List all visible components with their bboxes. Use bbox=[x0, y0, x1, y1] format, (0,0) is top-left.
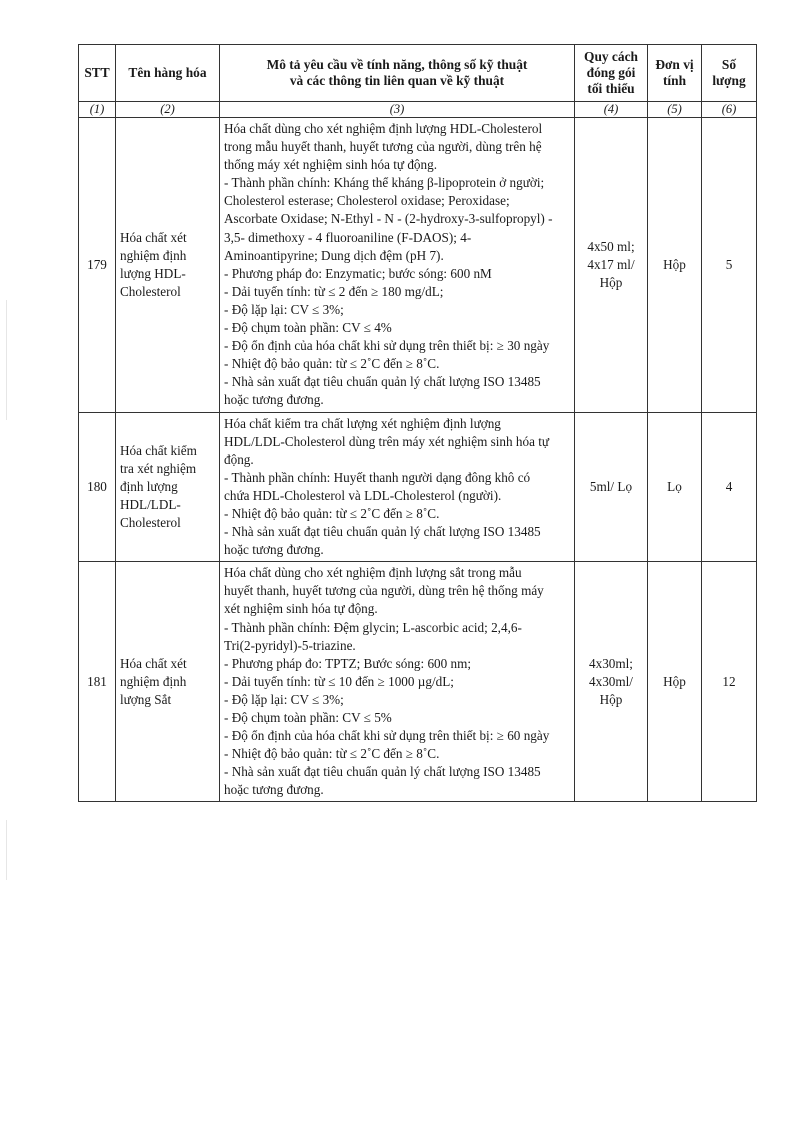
item-name-line: Hóa chất xét bbox=[120, 229, 187, 245]
description-line: - Độ lặp lại: CV ≤ 3%; bbox=[224, 691, 344, 707]
item-name-line: Cholesterol bbox=[120, 283, 181, 299]
column-number: (5) bbox=[648, 102, 702, 118]
packaging-line: 4x30ml/ bbox=[589, 673, 633, 689]
column-number: (3) bbox=[220, 102, 575, 118]
description-line: - Thành phần chính: Huyết thanh người dạng đông khô có bbox=[224, 469, 531, 485]
table-row bbox=[79, 118, 757, 413]
column-number: (4) bbox=[575, 102, 648, 118]
packaging-line: Hộp bbox=[599, 691, 623, 707]
description-line: hoặc tương đương. bbox=[224, 542, 324, 558]
scan-margin-mark bbox=[6, 820, 7, 880]
description-line: - Nhiệt độ bảo quản: từ ≤ 2˚C đến ≥ 8˚C. bbox=[224, 746, 440, 762]
description-line: hoặc tương đương. bbox=[224, 392, 324, 408]
header-item-name: Tên hàng hóa bbox=[116, 45, 220, 102]
header-packaging: Quy cách đóng gói tối thiểu bbox=[575, 45, 648, 102]
description-line: Hóa chất dùng cho xét nghiệm định lượng HDL-Cholesterol bbox=[224, 121, 543, 136]
chemicals-spec-table bbox=[78, 44, 757, 802]
item-name-line: Hóa chất kiểm bbox=[120, 442, 197, 458]
column-number-row bbox=[79, 102, 757, 118]
row-stt: 179 bbox=[79, 118, 116, 413]
table-body bbox=[79, 118, 757, 802]
scan-margin-mark bbox=[6, 300, 7, 420]
description-line: - Phương pháp đo: TPTZ; Bước sóng: 600 nm; bbox=[224, 655, 472, 671]
column-number: (1) bbox=[79, 102, 116, 118]
description-line: - Thành phần chính: Kháng thể kháng β-lipoprotein ở người; bbox=[224, 175, 545, 191]
row-stt: 181 bbox=[79, 562, 116, 802]
description-line: - Độ chụm toàn phần: CV ≤ 4% bbox=[224, 320, 392, 336]
item-name-line: tra xét nghiệm bbox=[120, 460, 197, 476]
description-line: huyết thanh, huyết tương của người, dùng trên hệ thống máy bbox=[224, 583, 544, 599]
item-name-line: nghiệm định bbox=[120, 247, 187, 263]
row-description bbox=[220, 118, 575, 413]
packaging-line: 4x17 ml/ bbox=[587, 256, 635, 272]
row-quantity: 4 bbox=[702, 412, 757, 562]
description-line: hoặc tương đương. bbox=[224, 782, 324, 798]
packaging-line: Hộp bbox=[599, 274, 623, 290]
row-item-name bbox=[116, 562, 220, 802]
description-line: 3,5- dimethoxy - 4 fluoroaniline (F-DAOS); 4- bbox=[224, 229, 472, 245]
row-unit: Hộp bbox=[648, 562, 702, 802]
description-line: - Thành phần chính: Đệm glycin; L-ascorbic acid; 2,4,6- bbox=[224, 619, 522, 635]
description-line: - Độ lặp lại: CV ≤ 3%; bbox=[224, 301, 344, 317]
description-line: Ascorbate Oxidase; N-Ethyl - N - (2-hydroxy-3-sulfopropyl) - bbox=[224, 211, 553, 227]
description-line: Cholesterol esterase; Cholesterol oxidase; Peroxidase; bbox=[224, 193, 510, 209]
description-line: Hóa chất dùng cho xét nghiệm định lượng sắt trong mẫu bbox=[224, 565, 522, 581]
row-packaging bbox=[575, 562, 648, 802]
item-name-line: Hóa chất xét bbox=[120, 655, 187, 671]
header-description: Mô tả yêu cầu về tính năng, thông số kỹ thuật và các thông tin liên quan về kỹ thuật bbox=[220, 45, 575, 102]
description-line: - Dải tuyến tính: từ ≤ 10 đến ≥ 1000 µg/dL; bbox=[224, 673, 454, 689]
description-line: trong mẫu huyết thanh, huyết tương của người, dùng trên hệ bbox=[224, 139, 542, 155]
row-item-name bbox=[116, 118, 220, 413]
item-name-line: HDL/LDL- bbox=[120, 496, 181, 512]
item-name-line: Cholesterol bbox=[120, 515, 181, 531]
row-unit: Hộp bbox=[648, 118, 702, 413]
header-stt: STT bbox=[79, 45, 116, 102]
item-name-line: lượng Sắt bbox=[120, 691, 172, 707]
row-quantity: 5 bbox=[702, 118, 757, 413]
row-packaging bbox=[575, 412, 648, 562]
description-line: xét nghiệm sinh hóa tự động. bbox=[224, 601, 378, 617]
packaging-line: 5ml/ Lọ bbox=[589, 478, 633, 494]
row-stt: 180 bbox=[79, 412, 116, 562]
description-line: - Độ chụm toàn phần: CV ≤ 5% bbox=[224, 710, 392, 725]
description-line: - Nhà sản xuất đạt tiêu chuẩn quản lý chất lượng ISO 13485 bbox=[224, 524, 541, 540]
description-line: - Phương pháp đo: Enzymatic; bước sóng: 600 nM bbox=[224, 265, 492, 281]
description-line: Aminoantipyrine; Dung dịch đệm (pH 7). bbox=[224, 247, 444, 263]
description-line: - Dải tuyến tính: từ ≤ 2 đến ≥ 180 mg/dL; bbox=[224, 283, 444, 299]
item-name-line: nghiệm định bbox=[120, 673, 187, 689]
packaging-line: 4x30ml; bbox=[589, 655, 633, 671]
row-description bbox=[220, 412, 575, 562]
description-line: chứa HDL-Cholesterol và LDL-Cholesterol (người). bbox=[224, 487, 502, 503]
row-unit: Lọ bbox=[648, 412, 702, 562]
description-line: Tri(2-pyridyl)-5-triazine. bbox=[224, 637, 356, 653]
description-line: - Nhà sản xuất đạt tiêu chuẩn quản lý chất lượng ISO 13485 bbox=[224, 764, 541, 780]
description-line: động. bbox=[224, 451, 254, 467]
table-row bbox=[79, 412, 757, 562]
row-description bbox=[220, 562, 575, 802]
procurement-table-page bbox=[78, 44, 756, 802]
description-line: Hóa chất kiểm tra chất lượng xét nghiệm định lượng bbox=[224, 415, 501, 431]
table-row bbox=[79, 562, 757, 802]
header-quantity: Số lượng bbox=[702, 45, 757, 102]
description-line: - Nhà sản xuất đạt tiêu chuẩn quản lý chất lượng ISO 13485 bbox=[224, 374, 541, 390]
header-row bbox=[79, 45, 757, 102]
description-line: - Nhiệt độ bảo quản: từ ≤ 2˚C đến ≥ 8˚C. bbox=[224, 505, 440, 521]
description-line: HDL/LDL-Cholesterol dùng trên máy xét nghiệm sinh hóa tự bbox=[224, 433, 550, 449]
description-line: - Độ ổn định của hóa chất khi sử dụng trên thiết bị: ≥ 60 ngày bbox=[224, 728, 550, 744]
description-line: thống máy xét nghiệm sinh hóa tự động. bbox=[224, 157, 437, 173]
description-line: - Nhiệt độ bảo quản: từ ≤ 2˚C đến ≥ 8˚C. bbox=[224, 356, 440, 372]
row-item-name bbox=[116, 412, 220, 562]
packaging-line: 4x50 ml; bbox=[587, 238, 635, 254]
column-number: (6) bbox=[702, 102, 757, 118]
description-line: - Độ ổn định của hóa chất khi sử dụng trên thiết bị: ≥ 30 ngày bbox=[224, 338, 550, 354]
row-quantity: 12 bbox=[702, 562, 757, 802]
item-name-line: định lượng bbox=[120, 478, 178, 494]
row-packaging bbox=[575, 118, 648, 413]
item-name-line: lượng HDL- bbox=[120, 265, 186, 281]
column-number: (2) bbox=[116, 102, 220, 118]
header-unit: Đơn vị tính bbox=[648, 45, 702, 102]
